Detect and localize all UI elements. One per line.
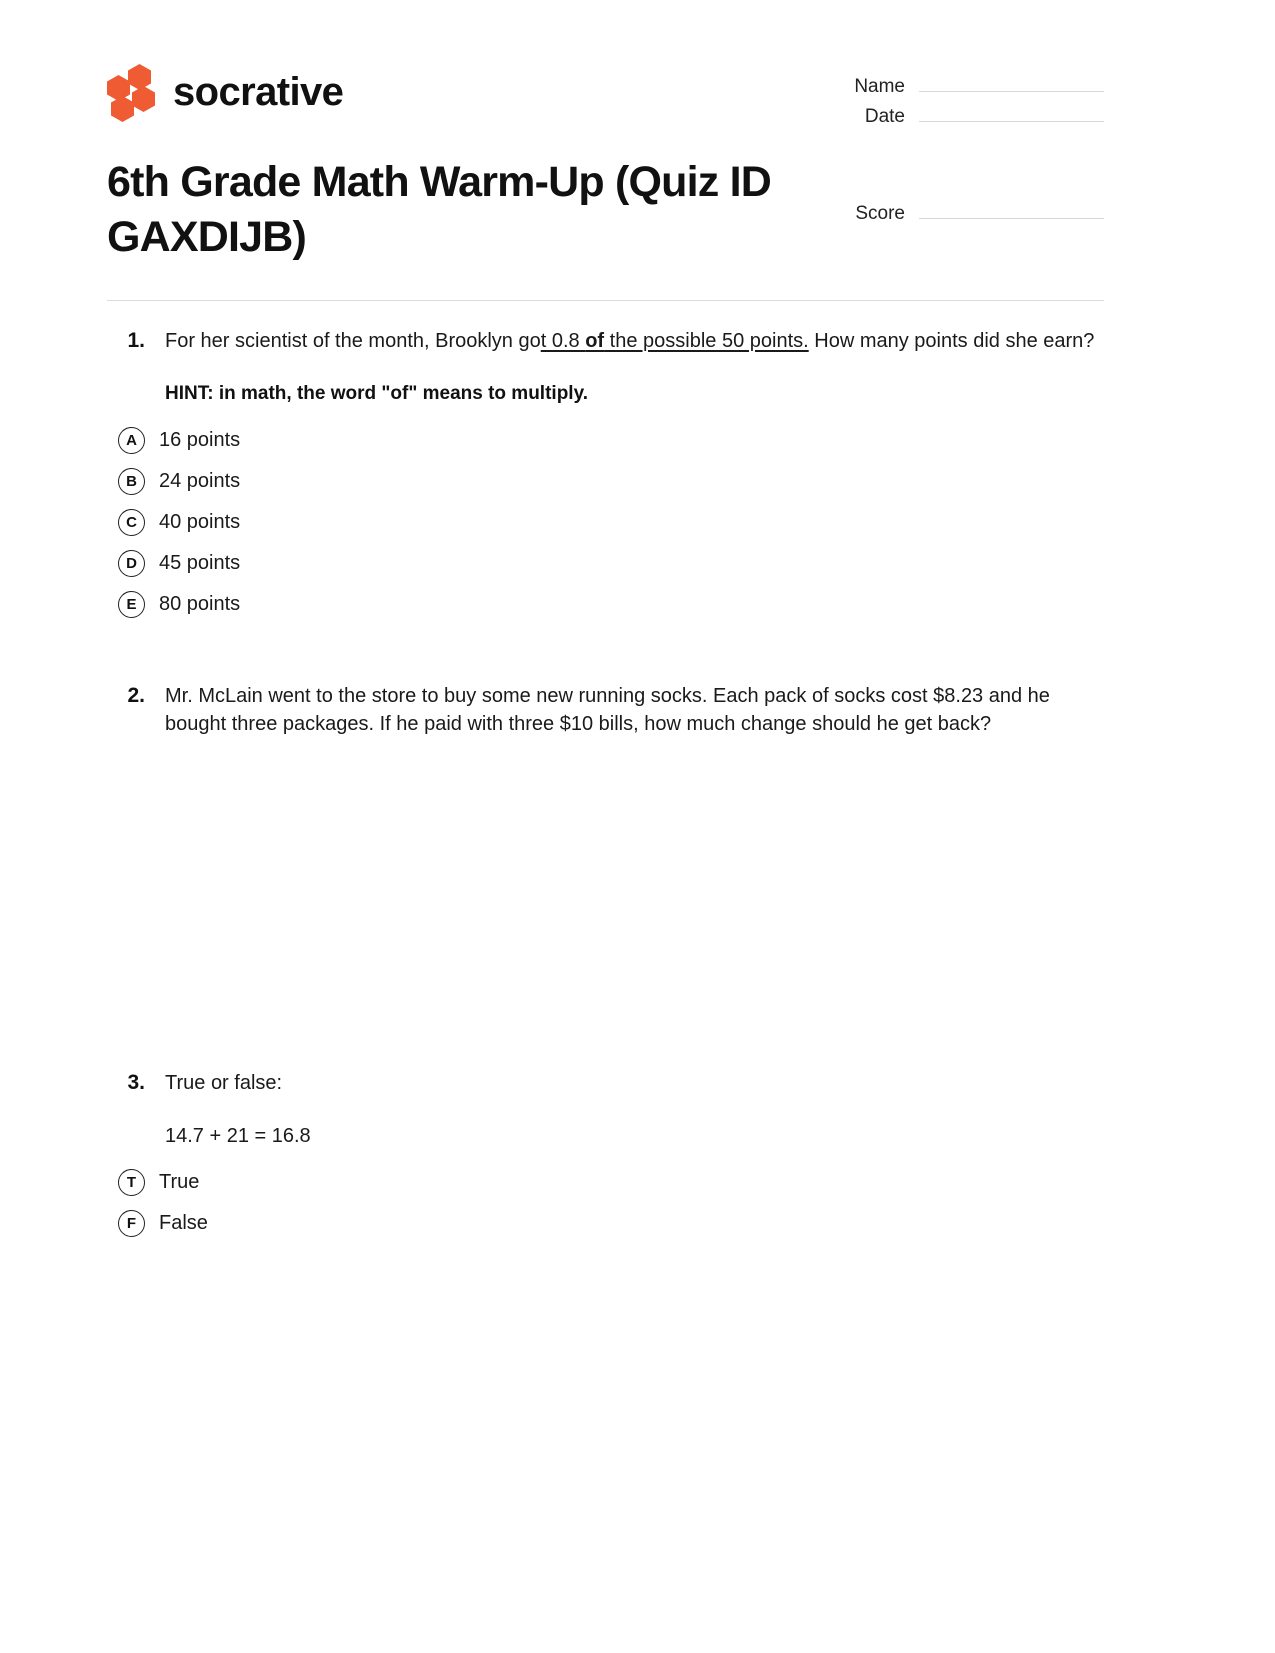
brand-logo [107,56,343,120]
question-1-spacer [107,625,1104,682]
question-3-text: True or false: [165,1071,283,1094]
score-field-row [814,201,1104,225]
question-1-number: 1. [127,329,145,352]
questions-list [107,327,1104,1244]
question-2-head [107,682,1104,739]
choice-d[interactable] [107,543,1104,584]
choice-c[interactable] [107,502,1104,543]
page-title: 6th Grade Math Warm-Up (Quiz ID GAXDIJB) [107,158,772,262]
logo-hexagon-1 [107,75,130,101]
date-field-line[interactable] [919,104,1104,122]
student-info-fields [814,56,1104,225]
question-1-head [107,327,1104,355]
date-field-row [814,104,1104,128]
title-block [107,155,847,265]
choice-true[interactable] [107,1162,1104,1203]
question-1-text [165,327,1104,355]
question-3-number: 3. [127,1070,145,1094]
name-field-row [814,74,1104,98]
question-1-text-after: How many points did she earn? [808,330,1095,352]
name-field-line[interactable] [919,74,1104,92]
question-3-equation: 14.7 + 21 = 16.8 [165,1125,311,1148]
choice-d-label: 45 points [159,551,241,574]
choice-e[interactable] [107,584,1104,625]
date-field-label: Date [864,106,905,127]
choice-false-label: False [159,1212,208,1235]
socrative-hexagon-logo-icon [107,64,159,120]
header-divider [107,300,1104,301]
choice-e-label: 80 points [159,592,241,615]
question-2-number: 2. [127,683,145,707]
choice-e-bubble[interactable]: E [118,591,145,618]
name-field-label: Name [854,76,905,97]
score-field-label: Score [855,203,905,224]
choice-c-label: 40 points [159,510,241,533]
question-1-hint: HINT: in math, the word "of" means to multiply. [165,383,589,405]
question-1-choices [107,420,1104,625]
choice-a-bubble[interactable]: A [118,427,145,454]
choice-d-bubble[interactable]: D [118,550,145,577]
question-1-underline-post: the possible 50 points. [604,330,809,352]
choice-b-label: 24 points [159,469,241,492]
choice-false-bubble[interactable]: F [118,1210,145,1237]
question-2-text: Mr. McLain went to the store to buy some new running socks. Each pack of socks cost $8.23 and he bought three packages. If he paid with three $10 bills, how much change should he get back? [165,684,1050,736]
question-3-head [107,1069,1104,1097]
question-2 [107,682,1104,1069]
choice-a[interactable] [107,420,1104,461]
choice-true-bubble[interactable]: T [118,1169,145,1196]
brand-name: socrative [173,70,344,114]
question-1-underline-pre: t 0.8 [540,330,586,352]
choice-b[interactable] [107,461,1104,502]
logo-hexagon-4 [132,86,155,112]
logo-hexagon-3 [111,96,134,122]
score-field-line[interactable] [919,201,1104,219]
question-1-underline-bold: of [585,330,605,352]
choice-a-label: 16 points [159,428,241,451]
logo-hexagon-2 [128,64,151,90]
choice-false[interactable] [107,1203,1104,1244]
choice-b-bubble[interactable]: B [118,468,145,495]
question-1-text-underlined [541,330,809,352]
question-3-choices [107,1162,1104,1244]
question-3 [107,1069,1104,1244]
question-1 [107,327,1104,625]
choice-c-bubble[interactable]: C [118,509,145,536]
choice-true-label: True [159,1171,200,1194]
question-2-answer-space[interactable] [107,739,1104,1069]
question-1-text-before: For her scientist of the month, Brooklyn go [165,330,541,352]
